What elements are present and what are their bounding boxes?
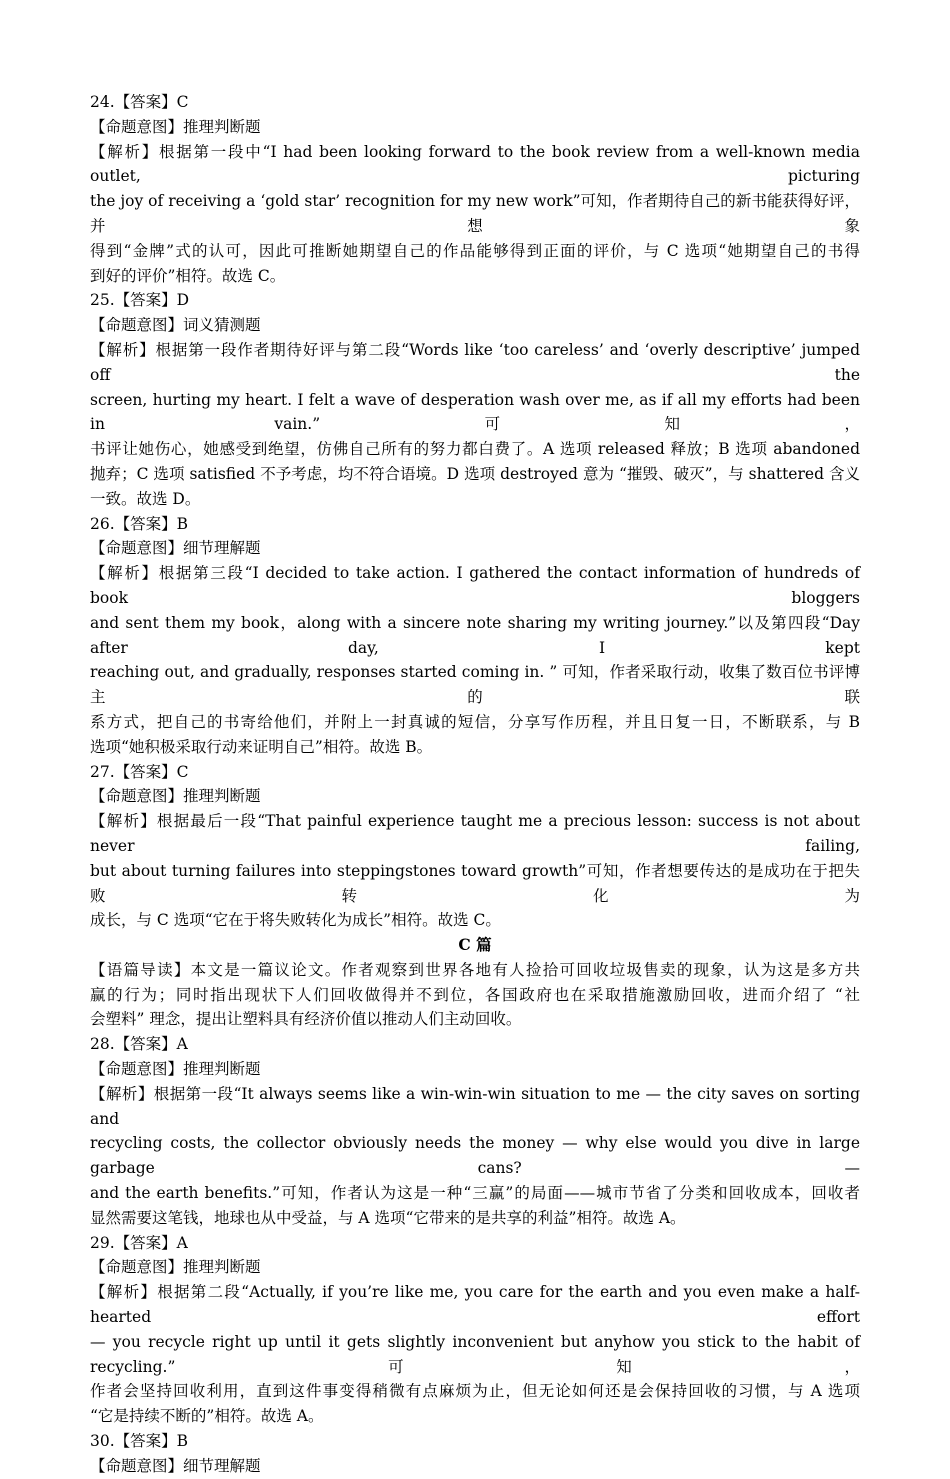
analysis-27-line: but about turning failures into steppingstones toward growth”可知，作者想要传达的是成功在于把失败转化为 bbox=[90, 861, 860, 905]
section-title-c: C 篇 bbox=[458, 935, 492, 955]
analysis-28-line: recycling costs, the collector obviously needs the money — why else would you dive in large garbage cans? — bbox=[90, 1134, 860, 1178]
analysis-25-line: 抛弃；C 选项 satisfied 不予考虑，均不符合语境。D 选项 destroyed 意为 “摧毁、破灭”，与 shattered 含义 bbox=[90, 464, 860, 483]
passage-guide-line: 【语篇导读】本文是一篇议论文。作者观察到世界各地有人捡拾可回收垃圾售卖的现象，认为这是多方共 bbox=[90, 960, 860, 979]
intent-24: 【命题意图】推理判断题 bbox=[90, 117, 261, 136]
analysis-29-line: 作者会坚持回收利用，直到这件事变得稍微有点麻烦为止，但无论如何还是会保持回收的习惯，与 A 选项 bbox=[90, 1382, 860, 1401]
intent-25: 【命题意图】词义猜测题 bbox=[90, 316, 261, 335]
answer-27: 27.【答案】C bbox=[90, 762, 189, 781]
analysis-29-line: — you recycle right up until it gets slightly inconvenient but anyhow you stick to the habit of recycling.”可知， bbox=[90, 1332, 860, 1376]
analysis-26-line: and sent them my book，along with a sincere note sharing my writing journey.”以及第四段“Day after day, I kept bbox=[90, 613, 860, 657]
analysis-26-line: 【解析】根据第三段“I decided to take action. I gathered the contact information of hundreds of book bloggers bbox=[90, 564, 860, 607]
analysis-27-line: 成长，与 C 选项“它在于将失败转化为成长”相符。故选 C。 bbox=[90, 911, 501, 930]
analysis-25-line: 书评让她伤心，她感受到绝望，仿佛自己所有的努力都白费了。A 选项 released 释放；B 选项 abandoned bbox=[90, 440, 860, 459]
passage-guide-line: 会塑料” 理念，提出让塑料具有经济价值以推动人们主动回收。 bbox=[90, 1010, 522, 1029]
analysis-29-line: “它是持续不断的”相符。故选 A。 bbox=[90, 1407, 324, 1426]
analysis-28-line: and the earth benefits.”可知，作者认为这是一种“三赢”的局面——城市节省了分类和回收成本，回收者 bbox=[90, 1184, 860, 1203]
analysis-24-line: 【解析】根据第一段中“I had been looking forward to the book review from a well-known media outlet, picturing bbox=[90, 142, 860, 186]
analysis-24-line: 得到“金牌”式的认可，因此可推断她期望自己的作品能够得到正面的评价，与 C 选项“她期望自己的书得 bbox=[90, 241, 860, 260]
answer-29: 29.【答案】A bbox=[90, 1233, 188, 1252]
answer-30: 30.【答案】B bbox=[90, 1432, 189, 1451]
intent-29: 【命题意图】推理判断题 bbox=[90, 1258, 261, 1277]
answer-28: 28.【答案】A bbox=[90, 1035, 188, 1054]
answer-26: 26.【答案】B bbox=[90, 514, 189, 533]
answer-24: 24.【答案】C bbox=[90, 93, 189, 111]
analysis-25-line: 【解析】根据第一段作者期待好评与第二段“Words like ‘too careless’ and ‘overly descriptive’ jumped off the bbox=[90, 340, 860, 384]
answer-25: 25.【答案】D bbox=[90, 291, 190, 310]
analysis-26-line: reaching out, and gradually, responses started coming in. ” 可知，作者采取行动，收集了数百位书评博主的联 bbox=[90, 663, 860, 707]
passage-guide-line: 赢的行为；同时指出现状下人们回收做得并不到位，各国政府也在采取措施激励回收，进而介绍了 “社 bbox=[90, 985, 860, 1004]
analysis-26-line: 选项“她积极采取行动来证明自己”相符。故选 B。 bbox=[90, 737, 433, 756]
analysis-25-line: screen, hurting my heart. I felt a wave of desperation wash over me, as if all my efforts had been in vain.”可知， bbox=[90, 390, 860, 434]
intent-26: 【命题意图】细节理解题 bbox=[90, 539, 261, 558]
analysis-29-line: 【解析】根据第二段“Actually, if you’re like me, you care for the earth and you even make a half-hearted effort bbox=[90, 1283, 860, 1327]
analysis-24-line: the joy of receiving a ‘gold star’ recognition for my new work”可知，作者期待自己的新书能获得好评，并想象 bbox=[90, 192, 860, 235]
analysis-24-line: 到好的评价”相符。故选 C。 bbox=[90, 266, 286, 285]
analysis-27-line: 【解析】根据最后一段“That painful experience taught me a precious lesson: success is not about never failing, bbox=[90, 812, 860, 855]
intent-30: 【命题意图】细节理解题 bbox=[90, 1456, 261, 1475]
analysis-26-line: 系方式，把自己的书寄给他们，并附上一封真诚的短信，分享写作历程，并且日复一日，不断联系，与 B bbox=[90, 712, 860, 731]
document-page bbox=[90, 90, 860, 1479]
analysis-25-line: 一致。故选 D。 bbox=[90, 489, 201, 508]
analysis-28-line: 显然需要这笔钱，地球也从中受益，与 A 选项“它带来的是共享的利益”相符。故选 A。 bbox=[90, 1208, 686, 1227]
intent-28: 【命题意图】推理判断题 bbox=[90, 1060, 261, 1079]
intent-27: 【命题意图】推理判断题 bbox=[90, 787, 261, 806]
analysis-28-line: 【解析】根据第一段“It always seems like a win-win-win situation to me — the city saves on sorting and bbox=[90, 1084, 860, 1128]
